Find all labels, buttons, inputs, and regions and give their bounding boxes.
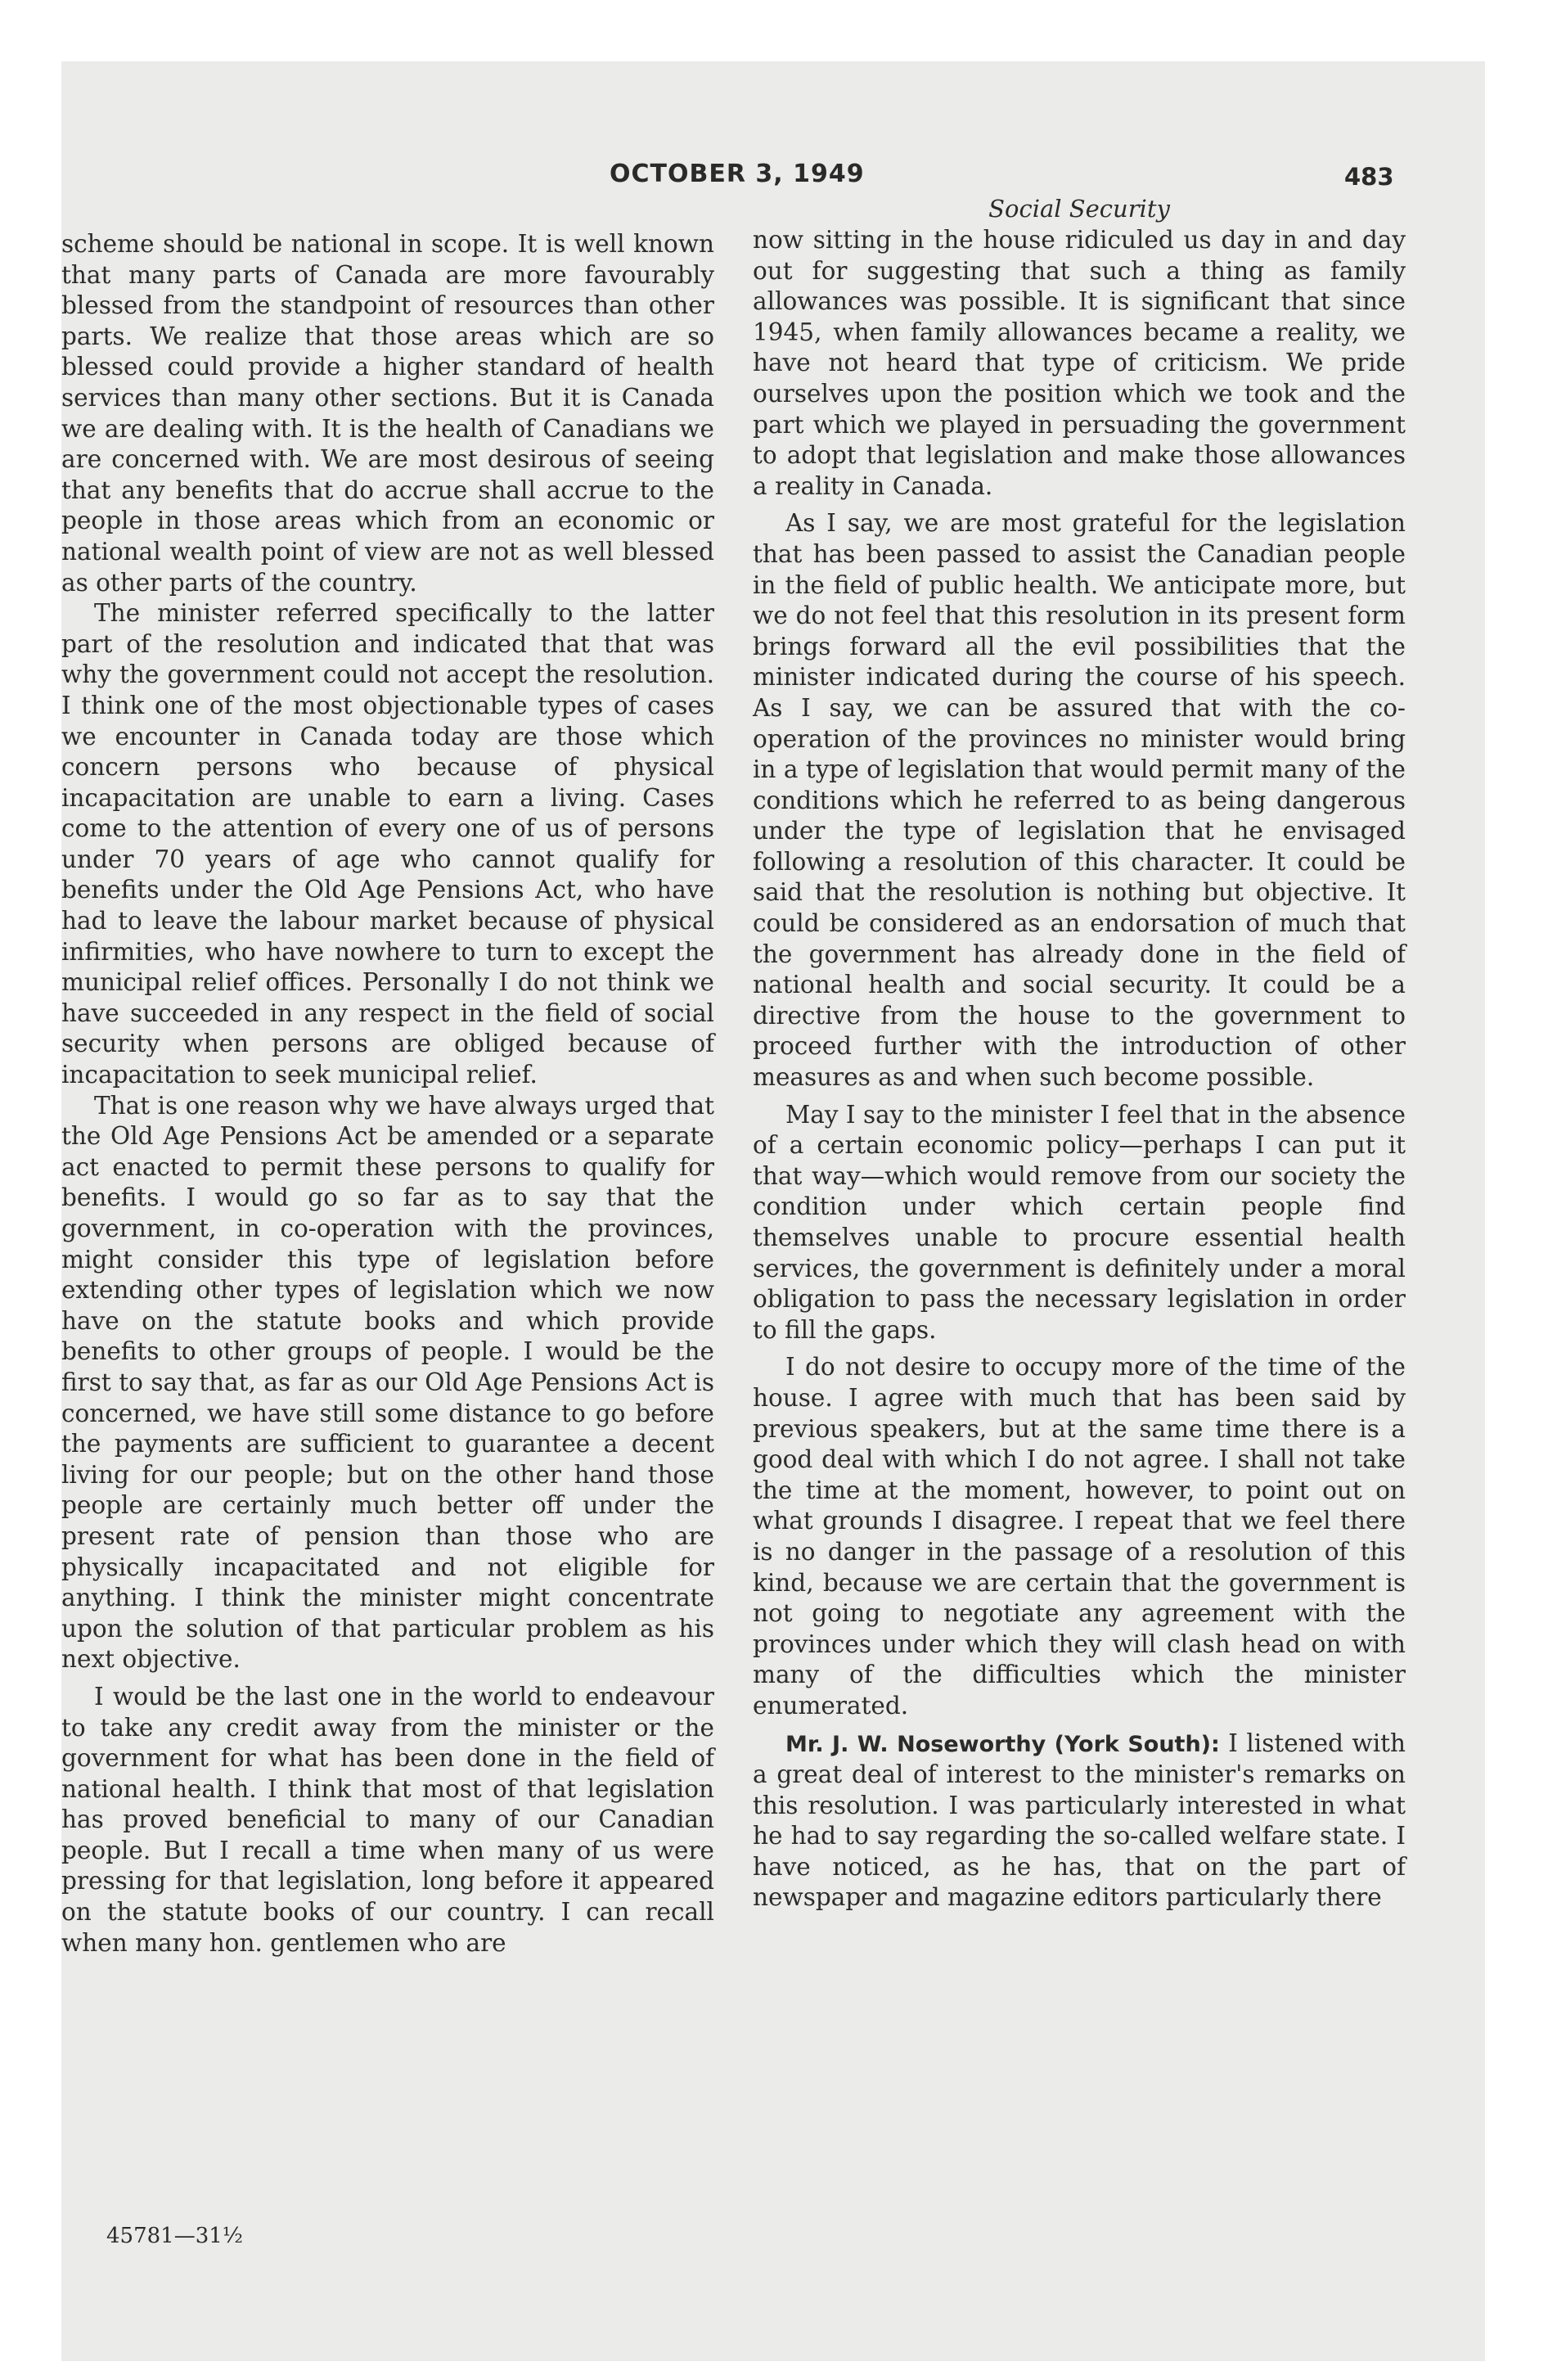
footer-code: 45781—31½	[106, 2224, 243, 2248]
page-date: OCTOBER 3, 1949	[610, 160, 865, 188]
speaker-name: Mr. J. W. Noseworthy (York South):	[785, 1731, 1220, 1757]
paragraph: scheme should be national in scope. It is well known that many parts of Canada are more favourably blessed from the standpoint of resources than other parts. We realize that those areas which are so blessed could provide a higher standard of health services than many other sections. But it is Canada we are dealing with. It is the health of Canadians we are concerned with. We are most desirous of seeing that any benefits that do accrue shall accrue to the people in those areas which from an economic or national wealth point of view are not as well blessed as other parts of the country.	[61, 230, 714, 597]
paragraph: As I say, we are most grateful for the legislation that has been passed to assist the Canadian people in the field of public health. We anticipate more, but we do not feel that this resolution in its present form brings forward all the evil possibilities that the minister indicated during the course of his speech. As I say, we can be assured that with the co-operation of the provinces no minister would bring in a type of legislation that would permit many of the conditions which he referred to as being dangerous under the type of legislation that he envisaged following a resolution of this character. It could be said that the resolution is nothing but objective. It could be considered as an endorsation of much that the government has already done in the field of national health and social security. It could be a directive from the house to the government to proceed further with the introduction of other measures as and when such become possible.	[753, 509, 1406, 1092]
speaker-paragraph	[753, 1729, 1406, 1914]
page-number: 483	[1344, 163, 1394, 191]
paragraph: May I say to the minister I feel that in the absence of a certain economic policy—perhaps I can put it that way—which would remove from our society the condition under which certain people find themselves unable to procure essential health services, the government is definitely under a moral obligation to pass the necessary legislation in order to fill the gaps.	[753, 1100, 1406, 1344]
speaker-text: I listened with a great deal of interest to the minister's remarks on this resolution. I was particularly interested in what he had to say regarding the so-called welfare state. I have noticed, as he has, that on the part of newspaper and magazine editors particularly there	[753, 1729, 1406, 1912]
paragraph: I do not desire to occupy more of the time of the house. I agree with much that has been said by previous speakers, but at the same time there is a good deal with which I do not agree. I shall not take the time at the moment, however, to point out on what grounds I disagree. I repeat that we feel there is no danger in the passage of a resolution of this kind, because we are certain that the government is not going to negotiate any agreement with the provinces under which they will clash head on with many of the difficulties which the minister enumerated.	[753, 1353, 1406, 1720]
page	[61, 61, 1485, 2361]
paragraph: The minister referred specifically to the latter part of the resolution and indicated that that was why the government could not accept the resolution. I think one of the most objectionable types of cases we encounter in Canada today are those which concern persons who because of physical incapacitation are unable to earn a living. Cases come to the attention of every one of us of persons under 70 years of age who cannot qualify for benefits under the Old Age Pensions Act, who have had to leave the labour market because of physical infirmities, who have nowhere to turn to except the municipal relief offices. Personally I do not think we have succeeded in any respect in the field of social security when persons are obliged because of incapacitation to seek municipal relief.	[61, 599, 714, 1089]
paragraph: now sitting in the house ridiculed us day in and day out for suggesting that such a thing as family allowances was possible. It is significant that since 1945, when family allowances became a reality, we have not heard that type of criticism. We pride ourselves upon the position which we took and the part which we played in persuading the government to adopt that legislation and make those allowances a reality in Canada.	[753, 226, 1406, 500]
paragraph: I would be the last one in the world to endeavour to take any credit away from the minister or the government for what has been done in the field of national health. I think that most of that legislation has proved beneficial to many of our Canadian people. But I recall a time when many of us were pressing for that legislation, long before it appeared on the statute books of our country. I can recall when many hon. gentlemen who are	[61, 1682, 714, 1957]
section-subtitle: Social Security	[988, 195, 1170, 223]
right-column	[753, 192, 1406, 1913]
paragraph: That is one reason why we have always urged that the Old Age Pensions Act be amended or a separate act enacted to permit these persons to qualify for benefits. I would go so far as to say that the government, in co-operation with the provinces, might consider this type of legislation before extending other types of legislation which we now have on the statute books and which provide benefits to other groups of people. I would be the first to say that, as far as our Old Age Pensions Act is concerned, we have still some distance to go before the payments are sufficient to guarantee a decent living for our people; but on the other hand those people are certainly much better off under the present rate of pension than those who are physically incapacitated and not eligible for anything. I think the minister might concentrate upon the solution of that particular problem as his next objective.	[61, 1091, 714, 1674]
left-column	[61, 229, 714, 1959]
